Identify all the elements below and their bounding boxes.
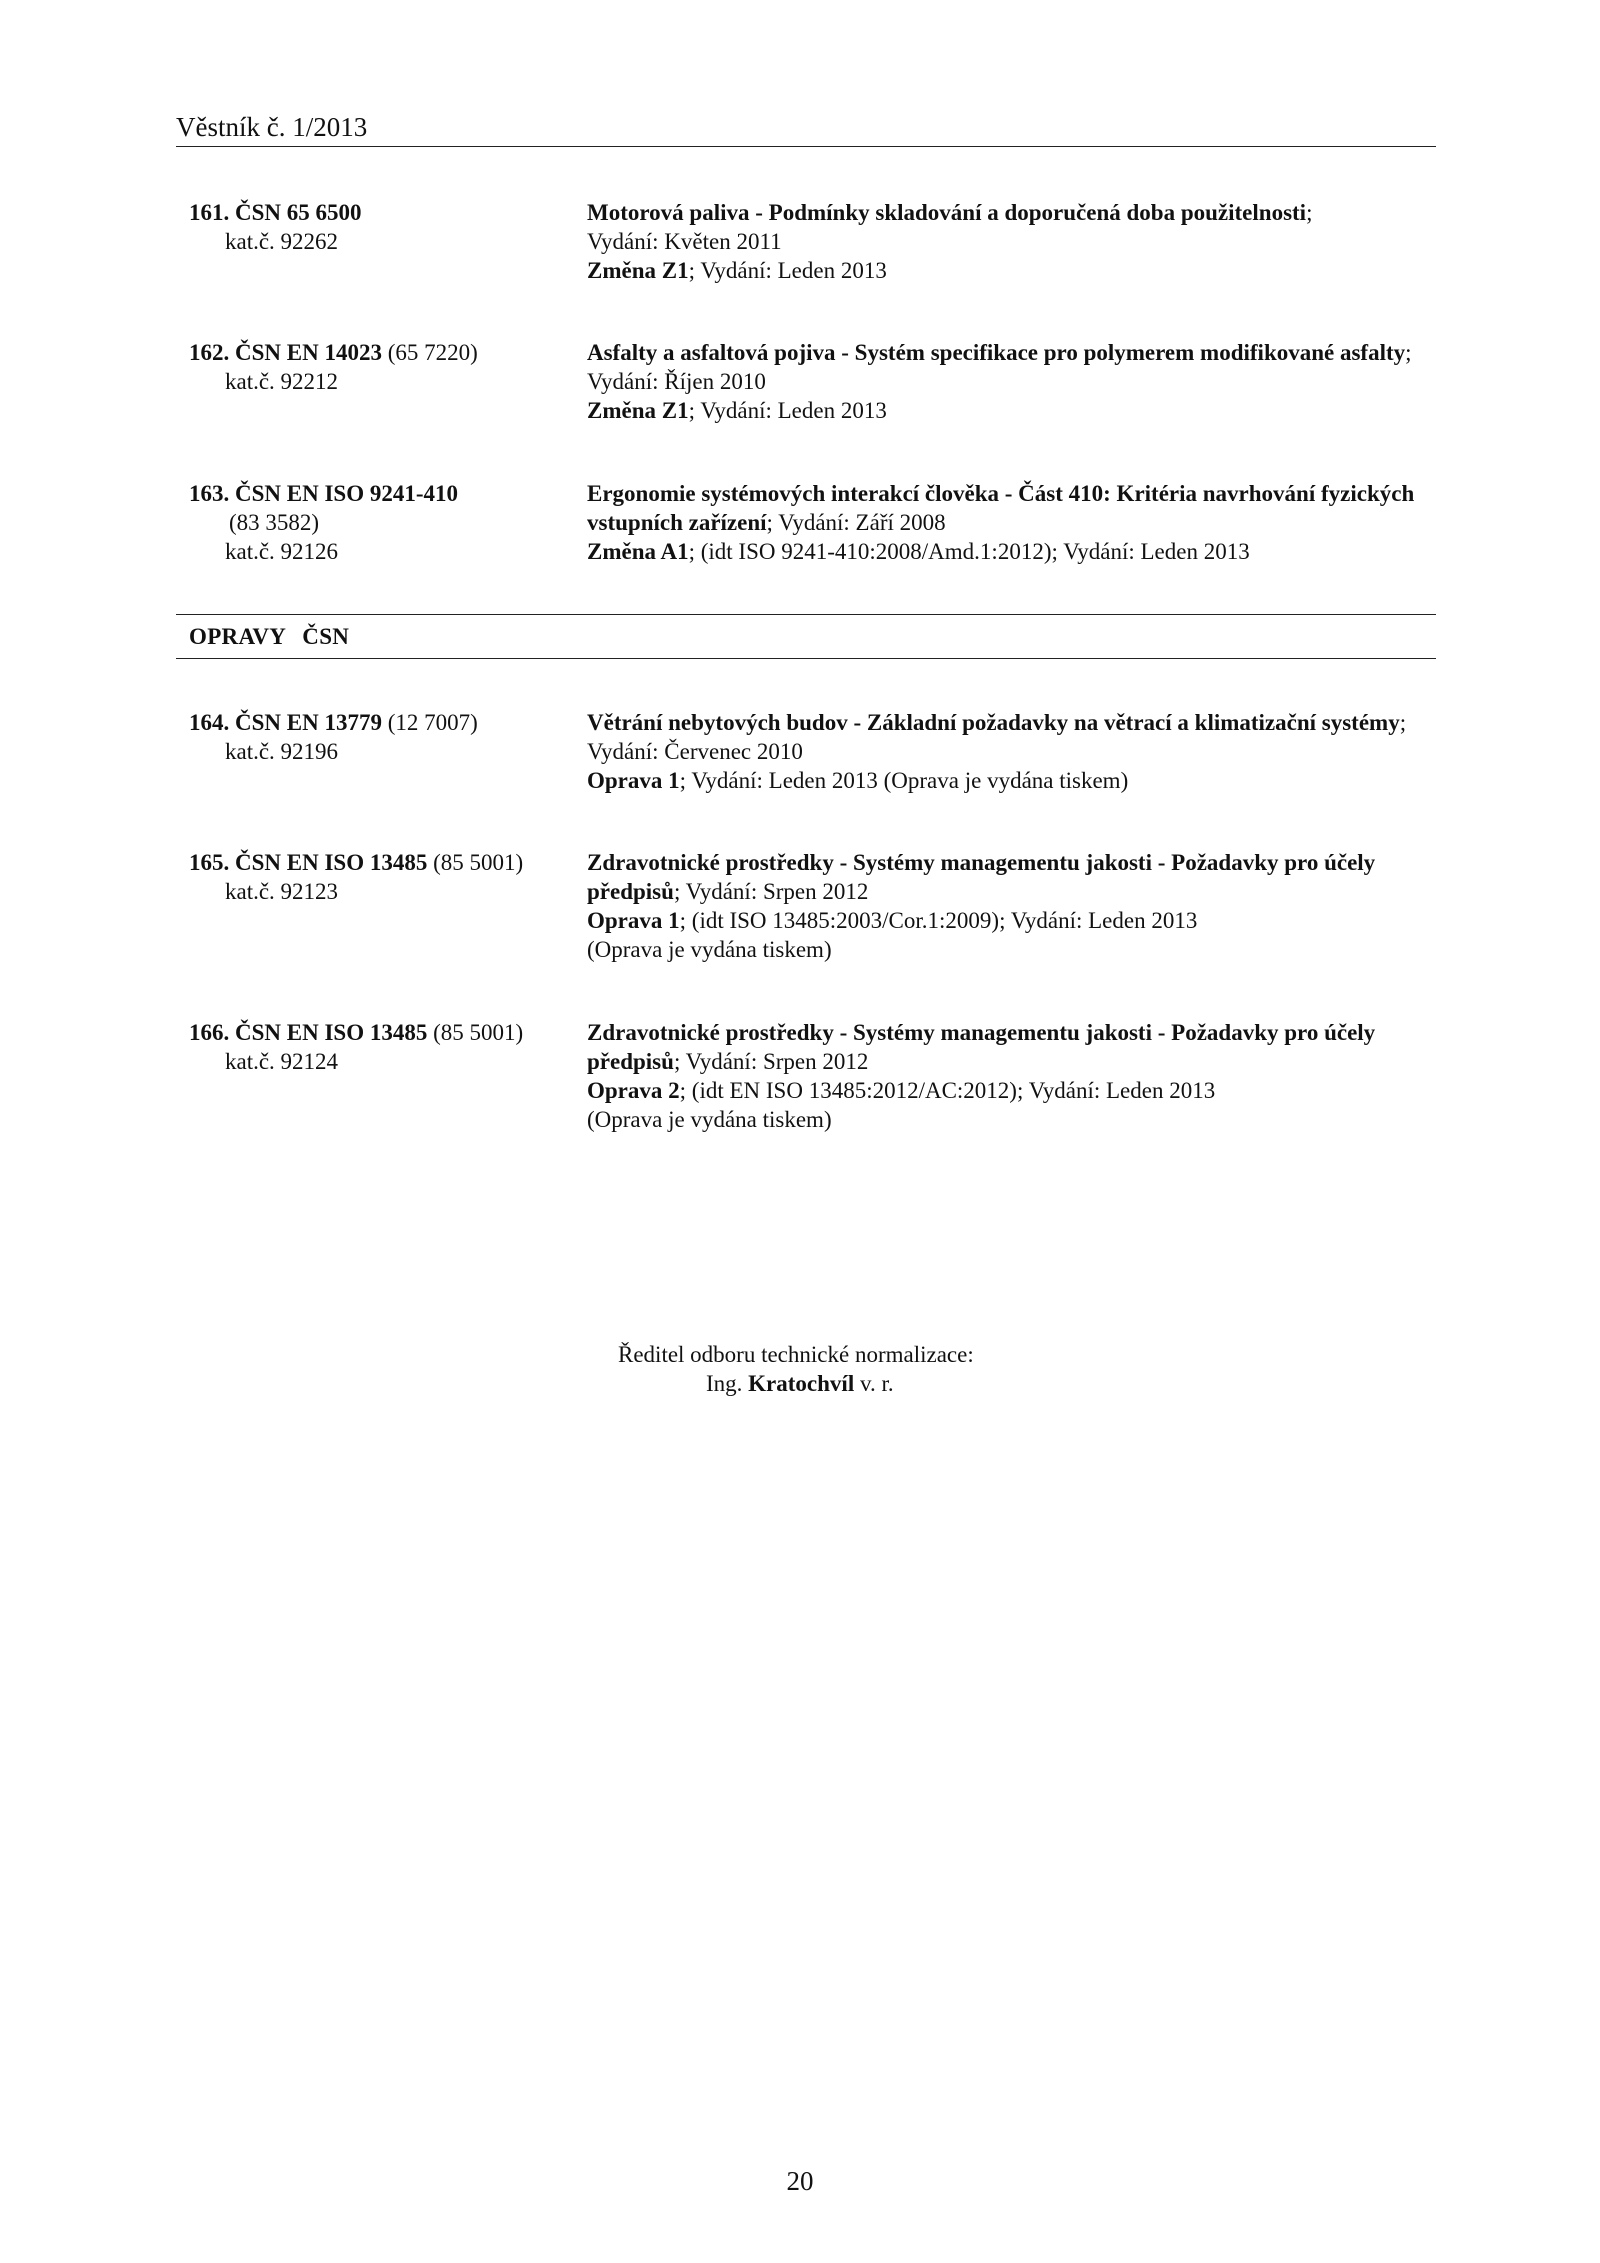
change-label: Změna A1 — [587, 539, 689, 564]
catalog-number: kat.č. 92123 — [225, 879, 339, 904]
catalog-number: kat.č. 92212 — [225, 369, 339, 394]
catalog-number: kat.č. 92262 — [225, 229, 339, 254]
signatory-role: Ředitel odboru technické normalizace: — [618, 1342, 974, 1367]
correction-details: ; (idt EN ISO 13485:2012/AC:2012); Vydání: Leden 2013 — [679, 1078, 1216, 1103]
entry-identifier — [189, 848, 569, 906]
entry-description — [587, 198, 1427, 285]
correction-label: Oprava 1 — [587, 908, 680, 933]
title-rest: ; Vydání: Září 2008 — [766, 510, 946, 535]
standard-code: ČSN 65 6500 — [235, 200, 362, 225]
standard-title: Zdravotnické prostředky - Systémy managementu jakosti - Požadavky pro účely předpisů — [587, 1020, 1376, 1074]
entry-identifier — [189, 708, 569, 766]
catalog-number: kat.č. 92124 — [225, 1049, 339, 1074]
change-label: Změna Z1 — [587, 398, 689, 423]
entry-number: 163. — [189, 481, 230, 506]
correction-label: Oprava 1 — [587, 768, 680, 793]
catalog-number: kat.č. 92196 — [225, 739, 339, 764]
edition-line: Vydání: Květen 2011 — [587, 229, 782, 254]
entry-number: 164. — [189, 710, 230, 735]
entry-description — [587, 1018, 1427, 1134]
entry-identifier — [189, 479, 569, 566]
class-code: (65 7220) — [381, 340, 478, 365]
section-title — [189, 622, 349, 651]
standard-code: ČSN EN ISO 9241-410 — [235, 481, 459, 506]
entry-number: 166. — [189, 1020, 230, 1045]
change-details: ; (idt ISO 9241-410:2008/Amd.1:2012); Vydání: Leden 2013 — [688, 539, 1250, 564]
title-rest: ; Vydání: Červenec 2010 — [587, 710, 1407, 764]
catalog-number: kat.č. 92126 — [225, 539, 339, 564]
section-top-rule — [176, 614, 1436, 615]
signatory-suffix: v. r. — [854, 1371, 894, 1396]
standard-title: Zdravotnické prostředky - Systémy managementu jakosti - Požadavky pro účely předpisů — [587, 850, 1376, 904]
entry-number: 165. — [189, 850, 230, 875]
standard-title: Asfalty a asfaltová pojiva - Systém specifikace pro polymerem modifikované asfalty — [587, 340, 1406, 365]
page-header-title: Věstník č. 1/2013 — [176, 112, 368, 142]
section-title-part: ČSN — [302, 624, 350, 649]
standard-title: Ergonomie systémových interakcí člověka - Část 410: Kritéria navrhování fyzických vstupních zařízení — [587, 481, 1415, 535]
entry-identifier — [189, 1018, 569, 1076]
change-details: ; Vydání: Leden 2013 — [688, 258, 887, 283]
standard-code: ČSN EN 14023 — [235, 340, 382, 365]
class-code: (85 5001) — [427, 850, 524, 875]
entry-description — [587, 338, 1427, 425]
standard-code: ČSN EN 13779 — [235, 710, 382, 735]
change-label: Změna Z1 — [587, 258, 689, 283]
classification-code: (83 3582) — [229, 510, 320, 535]
entry-identifier — [189, 338, 569, 396]
signatory-name-line — [706, 1369, 894, 1398]
entry-identifier — [189, 198, 569, 256]
class-code: (12 7007) — [381, 710, 478, 735]
entry-description — [587, 848, 1427, 964]
header-divider — [176, 146, 1436, 147]
standard-code: ČSN EN ISO 13485 — [235, 850, 428, 875]
standard-code: ČSN EN ISO 13485 — [235, 1020, 428, 1045]
correction-details: ; (idt ISO 13485:2003/Cor.1:2009); Vydání: Leden 2013 — [679, 908, 1198, 933]
correction-note: (Oprava je vydána tiskem) — [587, 1107, 832, 1132]
title-rest: ; — [1306, 200, 1313, 225]
entry-description — [587, 479, 1427, 566]
correction-label: Oprava 2 — [587, 1078, 680, 1103]
class-code: (85 5001) — [427, 1020, 524, 1045]
entry-description — [587, 708, 1427, 795]
page-number: 20 — [786, 2166, 814, 2196]
signatory-prefix: Ing. — [706, 1371, 749, 1396]
section-bottom-rule — [176, 658, 1436, 659]
section-title-part: OPRAVY — [189, 624, 287, 649]
correction-note: (Oprava je vydána tiskem) — [587, 937, 832, 962]
entry-number: 161. — [189, 200, 230, 225]
correction-details: ; Vydání: Leden 2013 (Oprava je vydána tiskem) — [679, 768, 1129, 793]
title-rest: ; Vydání: Říjen 2010 — [587, 340, 1412, 394]
signatory-name: Kratochvíl — [748, 1371, 855, 1396]
title-rest: ; Vydání: Srpen 2012 — [673, 1049, 869, 1074]
entry-number: 162. — [189, 340, 230, 365]
standard-title: Motorová paliva - Podmínky skladování a doporučená doba použitelnosti — [587, 200, 1307, 225]
change-details: ; Vydání: Leden 2013 — [688, 398, 887, 423]
title-rest: ; Vydání: Srpen 2012 — [673, 879, 869, 904]
standard-title: Větrání nebytových budov - Základní požadavky na větrací a klimatizační systémy — [587, 710, 1400, 735]
